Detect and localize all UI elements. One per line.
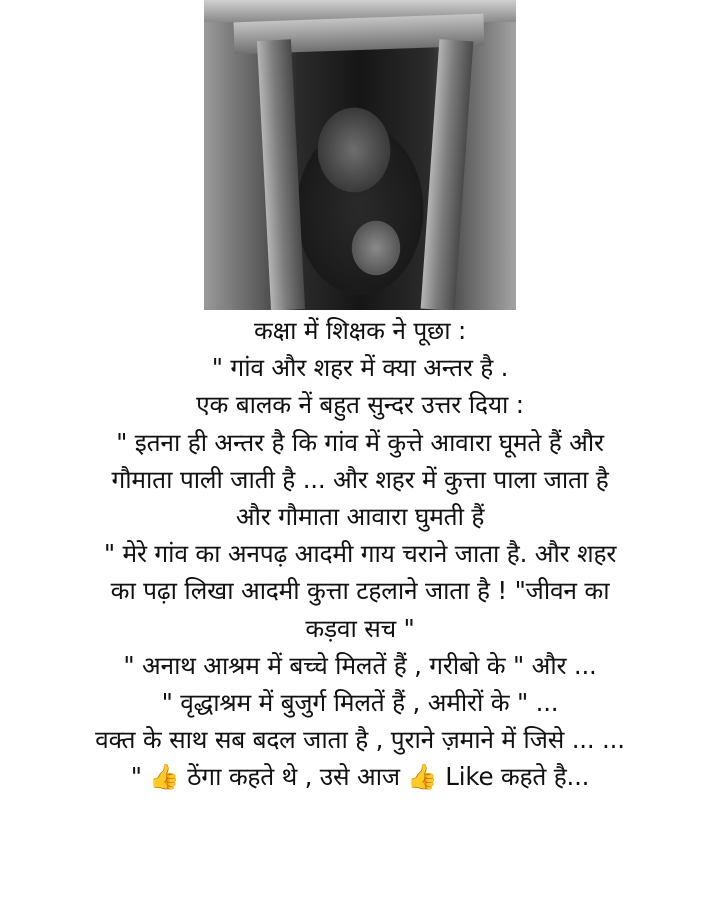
text-line-6: और गौमाता आवारा घुमती हैं	[235, 501, 485, 531]
message-text	[0, 312, 720, 795]
text-line-8: का पढ़ा लिखा आदमी कुत्ता टहलाने जाता है ! "जीवन का	[110, 576, 610, 606]
text-line-1: कक्षा में शिक्षक ने पूछा :	[254, 316, 466, 345]
text-line-2: " गांव और शहर में क्या अन्तर है .	[211, 353, 509, 383]
text-line-7: " मेरे गांव का अनपढ़ आदमी गाय चराने जाता है. और शहर	[103, 539, 617, 569]
text-line-4: " इतना ही अन्तर है कि गांव में कुत्ते आवारा घूमते हैं और	[116, 427, 604, 457]
text-line-5: गौमाता पाली जाती है ... और शहर में कुत्ता पाला जाता है	[111, 464, 609, 494]
text-line-9: कड़वा सच "	[305, 613, 415, 643]
door-post-left	[257, 39, 305, 310]
photo-woman-child-doorway	[204, 0, 516, 310]
door-post-right	[421, 39, 474, 310]
text-line-3: एक बालक नें बहुत सुन्दर उत्तर दिया :	[196, 390, 524, 420]
text-line-13: " 👍 ठेंगा कहते थे , उसे आज 👍 Like कहते है...	[130, 762, 590, 792]
text-line-11: " वृद्धाश्रम में बुजुर्ग मिलतें हैं , अमीरों के " ...	[161, 687, 559, 717]
text-line-12: वक्त के साथ सब बदल जाता है , पुराने ज़माने में जिसे ... ...	[95, 725, 625, 755]
text-line-10: " अनाथ आश्रम में बच्चे मिलतें हैं , गरीबो के " और ...	[123, 650, 597, 680]
